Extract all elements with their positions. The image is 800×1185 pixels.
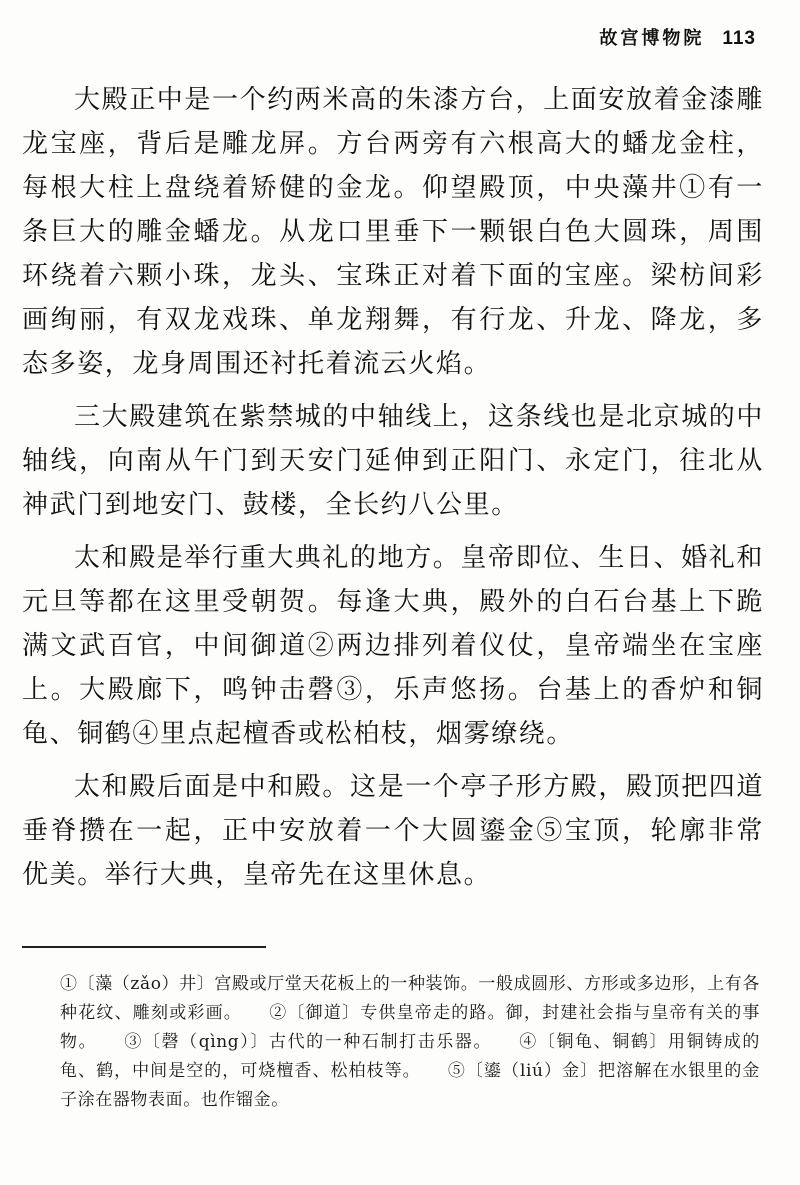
footnote-1: ①〔藻（zǎo）井〕宫殿或厅堂天花板上的一种装饰。一般成圆形、方形或多边形，上有各种花纹、雕刻或彩画。 xyxy=(60,974,760,1023)
paragraph-central-axis: 三大殿建筑在紫禁城的中轴线上，这条线也是北京城的中轴线，向南从午门到天安门延伸到正阳门、永定门，往北从神武门到地安门、鼓楼，全长约八公里。 xyxy=(22,402,765,520)
body-text xyxy=(22,78,764,906)
footnote-2: ②〔御道〕专供皇帝走的路。御，封建社会指与皇帝有关的事物。 xyxy=(60,1003,761,1052)
footnote-3: ③〔磬（qìng）〕古代的一种石制打击乐器。 xyxy=(124,1032,493,1052)
page-number: 113 xyxy=(722,28,756,49)
paragraph-throne-and-ceiling: 大殿正中是一个约两米高的朱漆方台，上面安放着金漆雕龙宝座，背后是雕龙屏。方台两旁有六根高大的蟠龙金柱，每根大柱上盘绕着矫健的金龙。仰望殿顶，中央藻井①有一条巨大的雕金蟠龙。从龙口里垂下一颗银白色大圆珠，周围环绕着六颗小珠，龙头、宝珠正对着下面的宝座。梁枋间彩画绚丽，有双龙戏珠、单龙翔舞，有行龙、升龙、降龙，多态多姿，龙身周围还衬托着流云火焰。 xyxy=(22,85,765,379)
footnote-5: ⑤〔鎏（liú）金〕把溶解在水银里的金子涂在器物表面。也作镏金。 xyxy=(60,1061,760,1110)
footnotes xyxy=(60,970,760,1115)
running-header-title: 故宫博物院 xyxy=(599,28,705,49)
running-header xyxy=(599,24,756,50)
footnote-divider xyxy=(22,946,266,948)
footnote-4: ④〔铜龟、铜鹤〕用铜铸成的龟、鹤，中间是空的，可烧檀香、松柏枝等。 xyxy=(60,1032,760,1081)
paragraph-taihe-ceremonies: 太和殿是举行重大典礼的地方。皇帝即位、生日、婚礼和元旦等都在这里受朝贺。每逢大典，殿外的白石台基上下跪满文武百官，中间御道②两边排列着仪仗，皇帝端坐在宝座上。大殿廊下，鸣钟击磬③，乐声悠扬。台基上的香炉和铜龟、铜鹤④里点起檀香或松柏枝，烟雾缭绕。 xyxy=(22,543,765,749)
paragraph-zhonghe-hall: 太和殿后面是中和殿。这是一个亭子形方殿，殿顶把四道垂脊攒在一起，正中安放着一个大圆鎏金⑤宝顶，轮廓非常优美。举行大典，皇帝先在这里休息。 xyxy=(22,772,765,890)
